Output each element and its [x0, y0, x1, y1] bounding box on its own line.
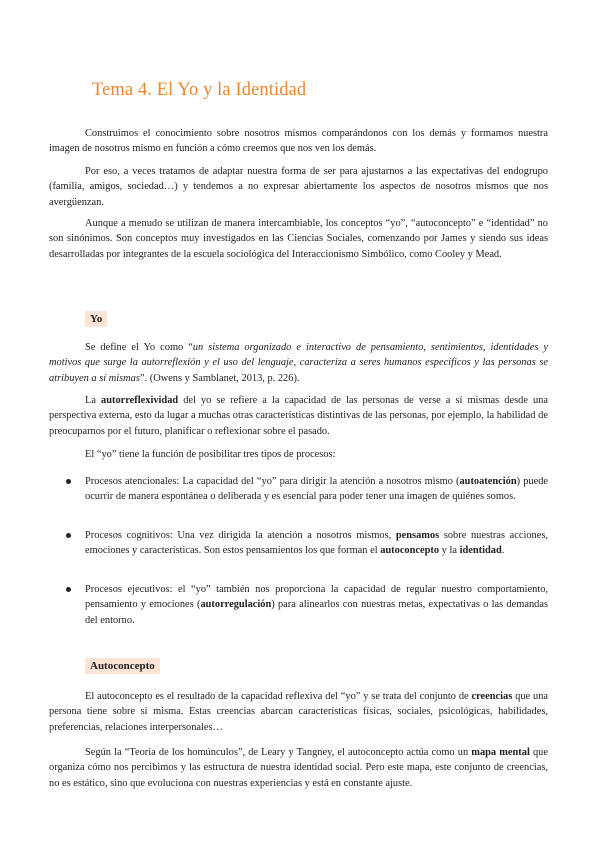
text-span: ) para alinearlos con nuestras metas, expectativas o las demandas del entorno.	[85, 599, 548, 626]
text-span: que una persona tiene sobre sí misma. Estas creencias abarcan características físicas, sociales, psicológicas, habilidades, preferencias, relaciones interpersonales…	[49, 691, 548, 733]
text-span: .	[501, 545, 505, 557]
term-creencias: creencias	[471, 691, 513, 702]
term-autorregulacion: autorregulación	[200, 599, 272, 611]
yo-definition-paragraph	[49, 340, 548, 386]
term-identidad: identidad	[459, 545, 502, 557]
text-span: Según la “Teoría de los homúnculos”, de Leary y Tangney, el autoconcepto actúa como un	[85, 747, 472, 758]
term-autoconcepto: autoconcepto	[380, 545, 440, 557]
autoconcepto-paragraph-1	[49, 689, 548, 735]
yo-definition-quote: un sistema organizado e interactivo de pensamiento, sentimientos, identidades y motivos que surge la autorreflexión y el uso del lenguaje, caracteriza a seres humanos específicos y las personas se atribuyen a sí mismas	[49, 342, 548, 384]
list-item-ejecutivos	[85, 582, 548, 628]
list-item-atencionales	[85, 474, 548, 505]
list-item-cognitivos	[85, 528, 548, 559]
text-span: ) puede ocurrir de manera espontánea o deliberada y es esencial para poder tener una imagen de quiénes somos.	[85, 476, 548, 503]
term-autoatencion: autoatención	[459, 476, 517, 487]
bullet-dot-icon	[66, 587, 71, 592]
funcion-paragraph: El “yo” tiene la función de posibilitar tres tipos de procesos:	[85, 449, 336, 460]
page-title: Tema 4. El Yo y la Identidad	[92, 80, 307, 100]
text-span: Procesos atencionales: La capacidad del “yo” para dirigir la atención a nosotros mismo (	[85, 476, 460, 487]
text-span: del yo se refiere a la capacidad de las personas de verse a sí mismas desde una perspectiva externa, esto da lugar a muchas otras características distintivas de las personas, por ejemplo, la habilidad de preocuparnos por el futuro, planificar o reflexionar sobre el pasado.	[49, 395, 548, 437]
intro-paragraph-3: Aunque a menudo se utilizan de manera intercambiable, los conceptos “yo”, “autoconcepto” e “identidad” no son sinónimos. Son conceptos muy investigados en las Ciencias Sociales, comenzando por James y siendo sus ideas desarrolladas por integrantes de la escuela sociológica del Interaccionismo Simbólico, como Cooley y Mead.	[49, 218, 548, 260]
section-heading-yo: Yo	[85, 311, 107, 327]
autoconcepto-paragraph-2	[49, 745, 548, 791]
yo-definition-citation: ”. (Owens y Samblanet, 2013, p. 226).	[139, 372, 300, 384]
term-mapa-mental: mapa mental	[471, 747, 530, 758]
text-span: El autoconcepto es el resultado de la capacidad reflexiva del “yo” y se trata del conjunto de	[85, 691, 472, 702]
term-pensamos: pensamos	[395, 530, 440, 541]
text-span: sobre nuestras acciones, emociones y características. Son estos pensamientos los que forman el	[85, 530, 548, 557]
intro-paragraph-2: Por eso, a veces tratamos de adaptar nuestra forma de ser para ajustarnos a las expectativas del endogrupo (familia, amigos, sociedad…) y tendemos a no expresar abiertamente los aspectos de nosotros mismos que nos avergüenzan.	[49, 166, 548, 208]
text-span: La	[85, 395, 102, 406]
text-span: Procesos ejecutivos: el “yo” también nos proporciona la capacidad de regular nuestro comportamiento, pensamiento y emociones (	[85, 584, 548, 611]
yo-definition-lead: Se define el Yo como “	[85, 342, 193, 353]
text-span: y la	[439, 545, 460, 557]
term-autorreflexividad: autorreflexividad	[101, 395, 179, 406]
intro-paragraph-1: Construimos el conocimiento sobre nosotros mismos comparándonos con los demás y formamos nuestra imagen de nosotros mismo en función a cómo creemos que nos ven los demás.	[49, 128, 548, 155]
autorreflexividad-paragraph	[49, 393, 548, 439]
text-span: que organiza cómo nos percibimos y las estructura de nuestra identidad social. Pero este mapa, este conjunto de creencias, no es estático, sino que evoluciona con nuestras experiencias y está en constante ajuste.	[49, 747, 548, 789]
section-heading-autoconcepto: Autoconcepto	[85, 658, 160, 674]
bullet-dot-icon	[66, 479, 71, 484]
text-span: Procesos cognitivos: Una vez dirigida la atención a nosotros mismos,	[85, 530, 396, 541]
bullet-dot-icon	[66, 533, 71, 538]
